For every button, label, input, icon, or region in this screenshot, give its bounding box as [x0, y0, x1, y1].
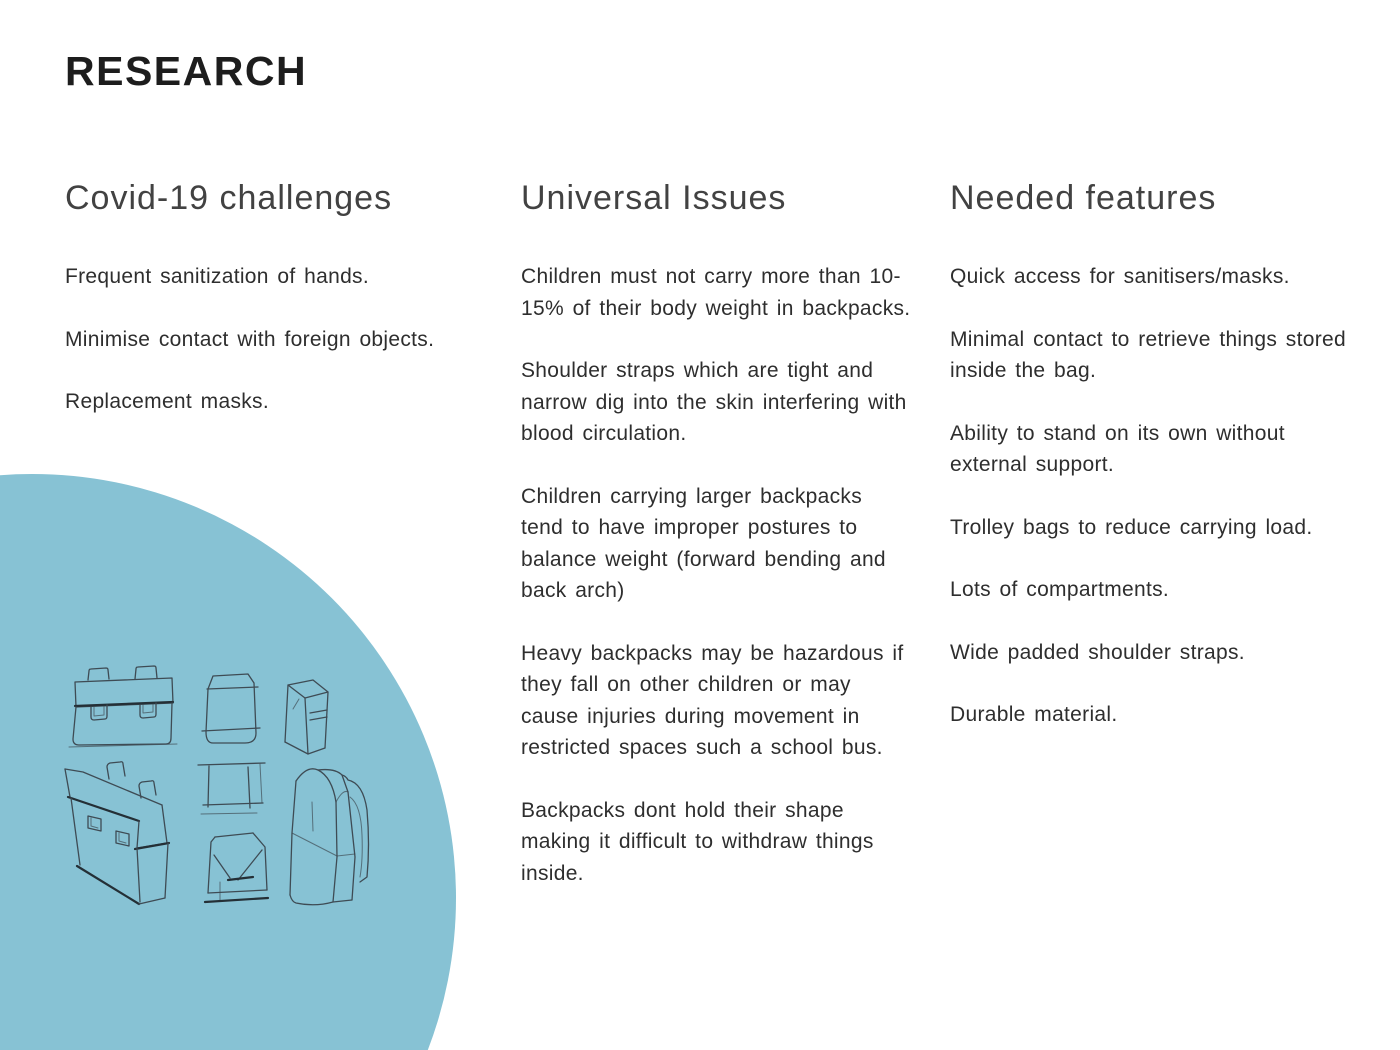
text-item: Frequent sanitization of hands.: [65, 265, 369, 288]
text-item: Replacement masks.: [65, 390, 269, 413]
bag-sketches-illustration: [55, 655, 375, 935]
square-panel-sketch-icon: [198, 763, 265, 814]
column-universal-issues: [521, 178, 911, 920]
column-heading: Needed features: [950, 179, 1217, 217]
column-heading: Universal Issues: [521, 179, 787, 217]
briefcase-perspective-sketch-icon: [65, 762, 169, 904]
briefcase-front-sketch-icon: [69, 666, 177, 747]
text-item: Backpacks dont hold their shape making it difficult to withdraw things inside.: [521, 798, 874, 885]
text-item: Lots of compartments.: [950, 578, 1170, 601]
text-item: Children must not carry more than 10-15% of their body weight in backpacks.: [521, 265, 911, 320]
column-heading: Covid-19 challenges: [65, 179, 393, 217]
backpack-perspective-sketch-icon: [290, 769, 369, 905]
text-item: Wide padded shoulder straps.: [950, 640, 1245, 664]
column-covid-19-challenges: [65, 178, 495, 449]
text-item: Heavy backpacks may be hazardous if they fall on other children or may cause injuries during movement in restricted spaces such a school bus.: [521, 641, 904, 759]
column-needed-features: [950, 178, 1355, 762]
soft-bag-front-sketch-icon: [202, 674, 260, 743]
text-item: Children carrying larger backpacks tend to have improper postures to balance weight (forward bending and back arch): [521, 484, 886, 602]
page-title: RESEARCH: [65, 48, 308, 94]
text-item: Minimal contact to retrieve things stored inside the bag.: [950, 327, 1346, 382]
text-item: Shoulder straps which are tight and narrow dig into the skin interfering with blood circulation.: [521, 359, 907, 445]
box-bag-perspective-sketch-icon: [285, 680, 328, 754]
text-item: Durable material.: [950, 703, 1118, 726]
text-item: Quick access for sanitisers/masks.: [950, 265, 1290, 288]
text-item: Ability to stand on its own without external support.: [950, 421, 1285, 476]
text-item: Minimise contact with foreign objects.: [65, 327, 435, 351]
envelope-flap-bag-sketch-icon: [205, 833, 268, 902]
text-item: Trolley bags to reduce carrying load.: [950, 515, 1313, 539]
